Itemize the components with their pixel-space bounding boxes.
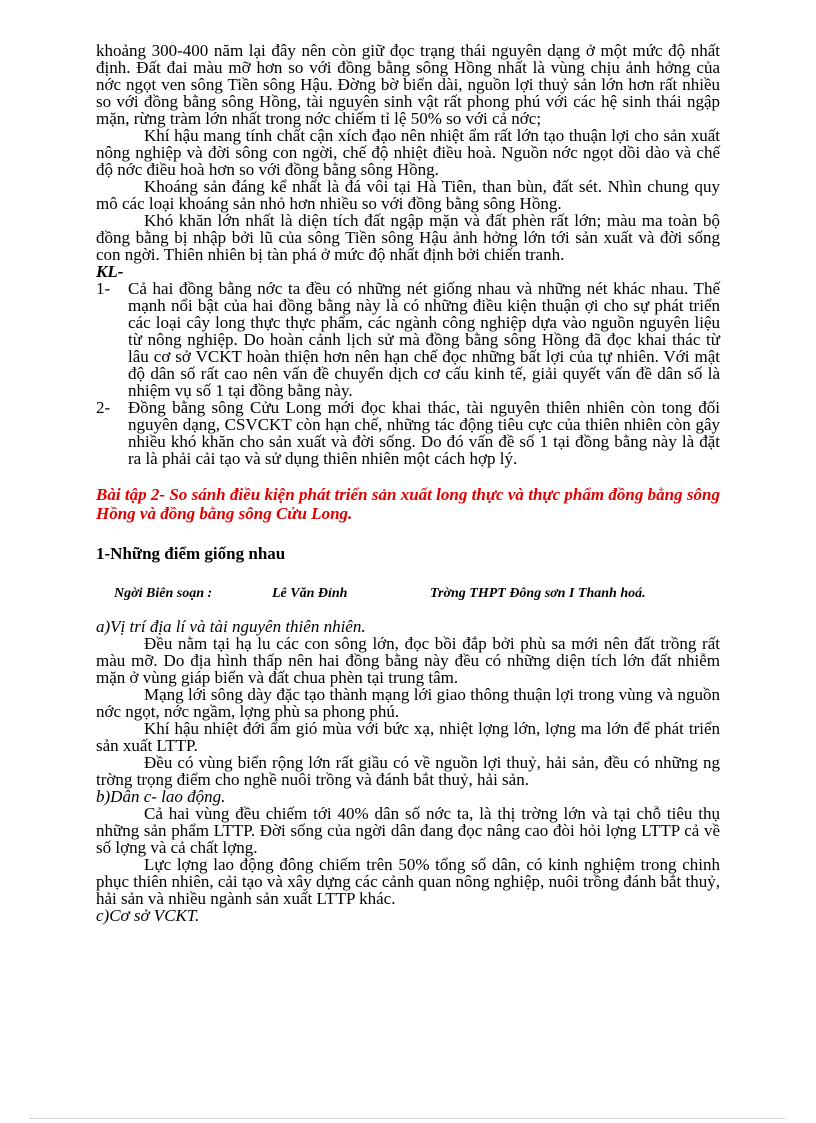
author-name: Lê Văn Đỉnh <box>272 586 348 601</box>
conclusion-item-number: 2- <box>96 398 111 417</box>
conclusion-label: KL- <box>96 262 124 281</box>
paragraph-intro: khoảng 300-400 năm lại đây nên còn giữ đọc trạng thái nguyên dạng ở một mức độ nhất định. Đất đai màu mỡ hơn so với đồng bằng sông Hồng nhất là vùng chịu ảnh hởng của nớc ngọt ven sông Tiền sông Hậu. Đờng bờ biển dài, nguồn lợi thuỷ sản lớn hơn rất nhiều so với đồng bằng sông Hồng, tài nguyên sinh vật rất phong phú với các hệ sinh thái ngập mặn, rừng tràm lớn nhất trong nớc chiếm tỉ lệ 50% so với cả nớc; <box>96 41 720 128</box>
author-school: Trờng THPT Đông sơn I Thanh hoá. <box>430 586 646 601</box>
paragraph-minerals: Khoáng sản đáng kể nhất là đá vôi tại Hà Tiên, than bùn, đất sét. Nhìn chung quy mô các loại khoáng sản nhỏ hơn nhiều so với đồng bằng sông Hồng. <box>96 177 720 213</box>
conclusion-item <box>96 280 720 399</box>
paragraph-sea: Đều có vùng biển rộng lớn rất giầu có về nguồn lợi thuỷ, hải sản, đều có những ng trờng trọng điểm cho nghề nuôi trồng và đánh bắt thuỷ, hải sản. <box>96 753 720 789</box>
exercise-title: Bài tập 2- So sánh điều kiện phát triển sản xuất long thực và thực phẩm đồng bằng sông Hồng và đồng bằng sông Cửu Long. <box>96 485 720 523</box>
paragraph-climate: Khí hậu mang tính chất cận xích đạo nên nhiệt ẩm rất lớn tạo thuận lợi cho sản xuất nông nghiệp và đời sông con ngời, chế độ nhiệt điều hoà. Nguồn nớc ngọt dồi dào và chế độ nớc điều hoà hơn so với đồng bằng sông Hồng. <box>96 126 720 179</box>
author-label: Ngời Biên soạn : <box>114 586 213 601</box>
paragraph-market: Cả hai vùng đều chiếm tới 40% dân số nớc ta, là thị trờng lớn và tại chỗ tiêu thụ những sản phẩm LTTP. Đời sống của ngời dân đang đọc nâng cao đòi hỏi lợng LTTP cả về số lợng và cả chất lợng. <box>96 804 720 857</box>
paragraph-difficulties: Khó khăn lớn nhất là diện tích đất ngập mặn và đất phèn rất lớn; màu ma toàn bộ đồng bằng bị nhập bởi lũ của sông Tiền sông Hậu ảnh hởng lớn tới sản xuất và đời sống con ngời. Thiên nhiên bị tàn phá ở mức độ nhất định bởi chiến tranh. <box>96 211 720 264</box>
paragraph-rivers: Đều nằm tại hạ lu các con sông lớn, đọc bồi đắp bởi phù sa mới nên đất trồng rất màu mỡ. Do địa hình thấp nên hai đồng bằng này đều có những diện tích lớn đất nhiễm mặn ở vùng giáp biển và đất chua phèn tại trung tâm. <box>96 634 720 687</box>
subheading-location: a)Vị trí địa lí và tài nguyên thiên nhiên. <box>96 617 366 636</box>
conclusion-item <box>96 399 720 467</box>
section-heading: 1-Những điểm giống nhau <box>96 544 286 563</box>
conclusion-item-text: Cả hai đồng bằng nớc ta đều có những nét giống nhau và những nét khác nhau. Thế mạnh nổi bật của hai đồng bằng này là có những điều kiện thuận ợi cho sự phát triển các loại cây long thực thực phẩm, các ngành công nghiệp dựa vào nguồn nguyên liệu từ nông nghiệp. Do hoàn cảnh lịch sử mà đồng bằng sông Hồng đã đọc khai thác từ lâu cơ sở VCKT hoàn thiện hơn nên hạn chế đọc những bất lợi của tự nhiên. Với mật độ dân số rất cao nên vấn đề chuyển dịch cơ cấu kinh tế, giải quyết vấn đề dân số là nhiệm vụ số 1 tại đồng bằng này. <box>128 279 720 400</box>
paragraph-heat: Khí hậu nhiệt đới ẩm gió mùa với bức xạ, nhiệt lợng lớn, lợng ma lớn để phát triển sản xuất LTTP. <box>96 719 720 755</box>
author-line <box>96 586 720 602</box>
paragraph-network: Mạng lới sông dày đặc tạo thành mạng lới giao thông thuận lợi trong vùng và nguồn nớc ngọt, nớc ngầm, lợng phù sa phong phú. <box>96 685 720 721</box>
subheading-infrastructure: c)Cơ sở VCKT. <box>96 906 200 925</box>
conclusion-item-number: 1- <box>96 279 111 298</box>
document-page <box>96 42 720 924</box>
paragraph-labor: Lực lợng lao động đông chiếm trên 50% tổng số dân, có kinh nghiệm trong chinh phục thiên nhiên, cải tạo và xây dựng các cảnh quan nông nghiệp, nuôi trồng đánh bắt thuỷ, hải sản và nhiều ngành sản xuất LTTP khác. <box>96 855 720 908</box>
subheading-population: b)Dân c- lao động. <box>96 787 226 806</box>
page-bottom-divider <box>30 1118 786 1119</box>
conclusion-item-text: Đồng bằng sông Cửu Long mới đọc khai thác, tài nguyên thiên nhiên còn tong đối nguyên dạng, CSVCKT còn hạn chế, những tác động tiêu cực của thiên nhiên còn gây nhiều khó khăn cho sản xuất và đời sống. Do đó vấn đề số 1 tại đồng bằng này là đặt ra là phải cải tạo và sử dụng thiên nhiên một cách hợp lý. <box>128 398 720 468</box>
